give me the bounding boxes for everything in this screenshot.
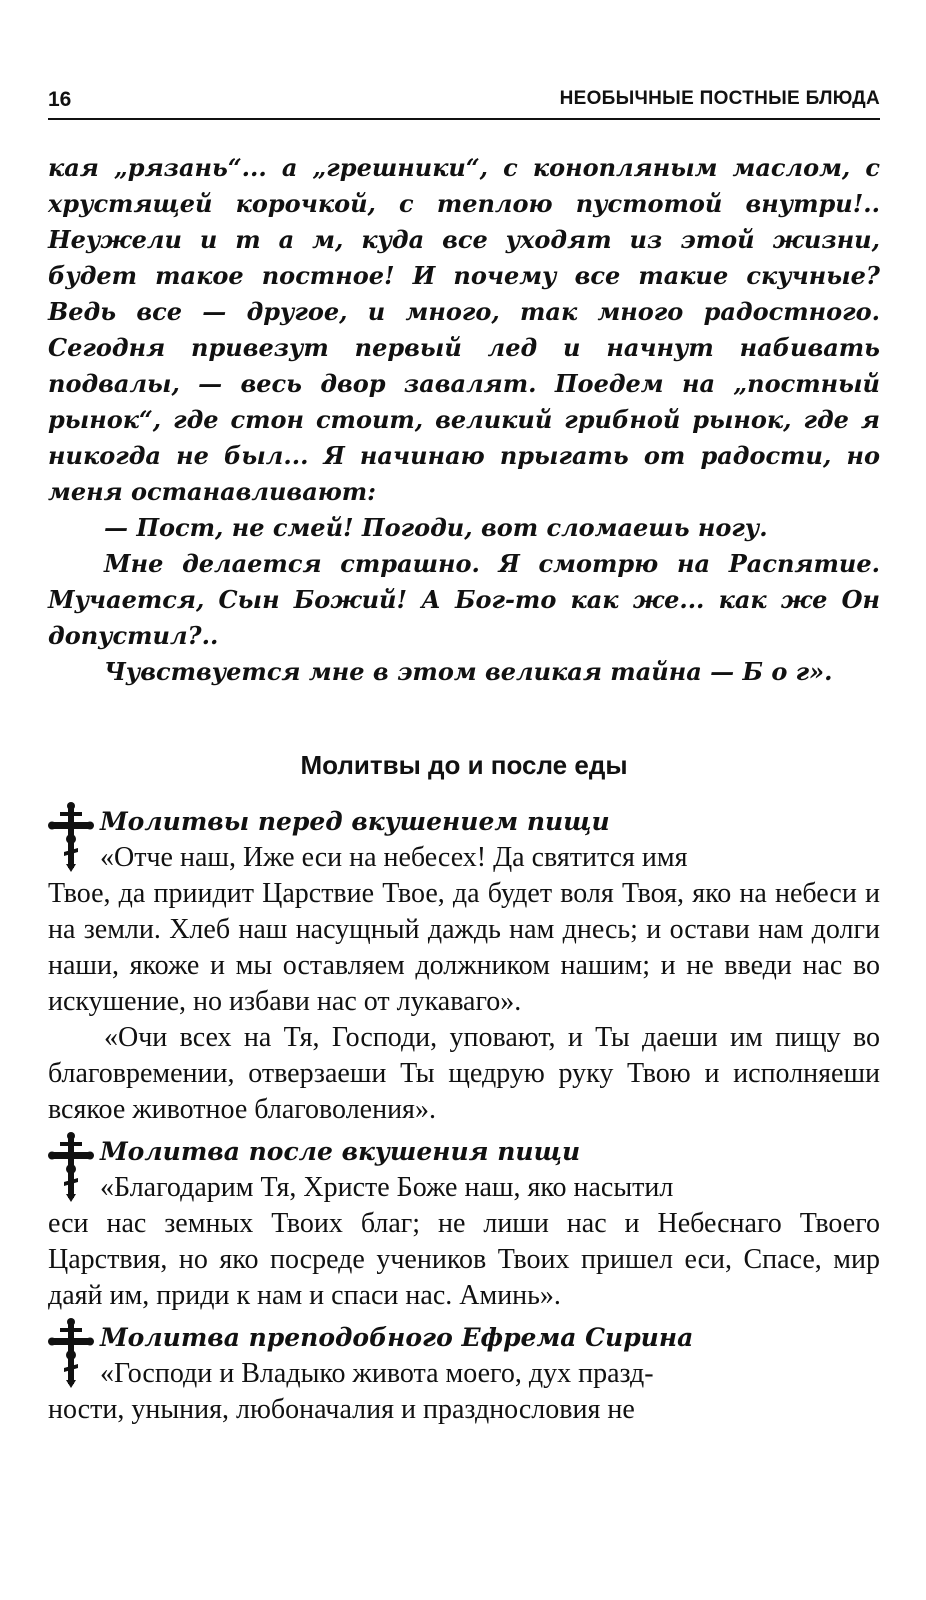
section-title: Молитвы до и после еды [300, 750, 628, 780]
prayer-text: «Очи всех на Тя, Господи, уповают, и Ты даеши им пищу во благовремении, отверзаеши Ты щедрую руку Твою и исполняеши всякое животное благоволения». [48, 1022, 880, 1125]
story-paragraph: Мне делается страшно. Я смотрю на Распятие. Мучается, Сын Божий! А Бог-то как же... как же Он допустил?.. [48, 549, 880, 650]
prayer-after-block [48, 1134, 880, 1206]
story-paragraph: — Пост, не смей! Погоди, вот сломаешь ногу. [104, 513, 768, 542]
prayer-text: ности, уныния, любоначалия и празднословия не [48, 1394, 635, 1425]
prayer-before-block [48, 804, 880, 876]
orthodox-cross-icon [48, 1318, 94, 1388]
prayer-first-line: «Отче наш, Иже еси на небесех! Да святится имя [100, 842, 688, 873]
prayer-text: еси нас земных Твоих благ; не лиши нас и Небеснаго Твоего Царствия, но яко посреде учеников Твоих пришел еси, Спасе, мир даяй им, приди к нам и спаси нас. Аминь». [48, 1208, 880, 1311]
prayer-title: Молитвы перед вкушением пищи [100, 807, 610, 836]
orthodox-cross-icon [48, 802, 94, 872]
prayer-first-line: «Благодарим Тя, Христе Боже наш, яко насытил [100, 1172, 674, 1203]
story-paragraph: кая „рязань“... а „грешники“, с конопляным маслом, с хрустящей корочкой, с теплою пустотой внутри!.. Неужели и т а м, куда все уходят из этой жизни, будет такое постное! И почему все такие скучные? Ведь все — другое, и много, так много радостного. Сегодня привезут первый лед и начнут набивать подвалы, — весь двор завалят. Поедем на „постный рынок“, где стон стоит, великий грибной рынок, где я никогда не был... Я начинаю прыгать от радости, но меня останавливают: [48, 153, 880, 506]
page-header [48, 86, 880, 120]
story-paragraph: Чувствуется мне в этом великая тайна — Б о г». [104, 657, 833, 686]
prayer-title: Молитва после вкушения пищи [100, 1137, 581, 1166]
prayer-text: Твое, да приидит Царствие Твое, да будет воля Твоя, яко на небеси и на земли. Хлеб наш насущный даждь нам днесь; и остави нам долги наши, якоже и мы оставляем должником нашим; и не введи нас во искушение, но избави нас от лукаваго». [48, 878, 880, 1017]
prayer-ephrem-block [48, 1320, 880, 1392]
prayer-title: Молитва преподобного Ефрема Сирина [100, 1323, 694, 1352]
prayer-first-line: «Господи и Владыко живота моего, дух празд- [100, 1358, 654, 1389]
running-title: НЕОБЫЧНЫЕ ПОСТНЫЕ БЛЮДА [559, 88, 880, 109]
orthodox-cross-icon [48, 1132, 94, 1202]
page-number: 16 [48, 88, 72, 111]
page-body [48, 150, 880, 1428]
